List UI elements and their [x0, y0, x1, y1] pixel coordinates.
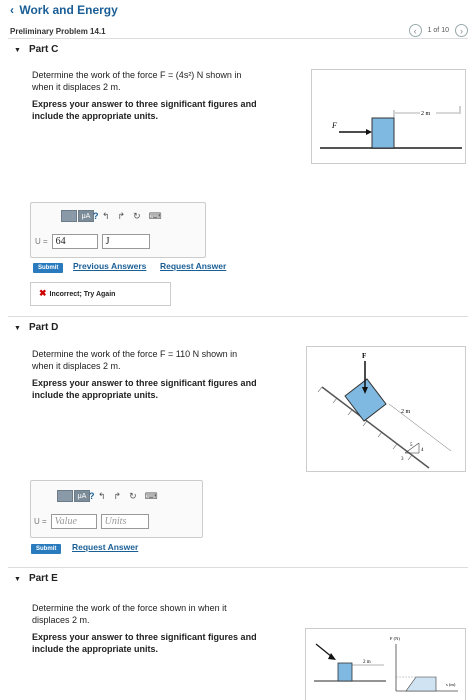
previous-answers-link[interactable]: Previous Answers [73, 261, 147, 271]
slope-5-label: 5 [410, 443, 413, 448]
reset-icon[interactable]: ↻ [133, 210, 141, 221]
pager [409, 24, 468, 37]
part-d-answer-row [34, 514, 149, 529]
feedback-box: ✖ Incorrect; Try Again [30, 282, 171, 306]
help-icon[interactable]: ? [89, 491, 95, 501]
slope-4-label: 4 [421, 448, 424, 453]
undo-icon[interactable]: ↰ [102, 210, 110, 221]
divider [8, 316, 468, 317]
force-label: F [362, 352, 367, 360]
units-button[interactable]: μA [78, 210, 94, 222]
answer-label: U = [35, 237, 48, 246]
problem-subtitle: Preliminary Problem 14.1 [10, 27, 106, 36]
units-input[interactable]: Units [101, 514, 149, 529]
slope-3-label: 3 [401, 457, 404, 462]
part-d-toolbar [57, 490, 158, 502]
part-e-figure [305, 628, 466, 700]
value-input[interactable]: Value [51, 514, 97, 529]
force-axis-label: F (N) [390, 636, 400, 641]
distance-label: 2 m [401, 409, 411, 415]
part-d-header[interactable]: ▼ Part D [14, 322, 59, 333]
divider [8, 567, 468, 568]
back-link[interactable] [10, 3, 118, 17]
part-c-question: Determine the work of the force F = (4s²) N shown in when it displaces 2 m. Express your answer to three significant figures and include the appropriate units. [32, 70, 257, 121]
collapse-triangle-icon: ▼ [14, 576, 21, 583]
redo-icon[interactable]: ↱ [117, 210, 126, 221]
submit-button[interactable]: Submit [33, 263, 63, 273]
units-button[interactable]: μA [74, 490, 90, 502]
units-input[interactable]: J [102, 234, 150, 249]
force-graph-diagram [306, 629, 467, 700]
collapse-triangle-icon: ▼ [14, 325, 21, 332]
assignment-title: Work and Energy [19, 3, 118, 17]
prev-problem-button[interactable] [409, 24, 422, 37]
part-d-answer-box [30, 480, 203, 538]
divider [8, 38, 468, 39]
answer-label: U = [34, 517, 47, 526]
page-indicator: 1 of 10 [427, 27, 449, 34]
block-force-diagram [312, 70, 467, 165]
force-label: F [332, 121, 337, 130]
chevron-right-icon: › [460, 25, 463, 36]
part-e-question: Determine the work of the force shown in when it displaces 2 m. Express your answer to three significant figures and include the appropriate units. [32, 603, 257, 654]
distance-label: 2 m [363, 660, 371, 665]
keyboard-icon[interactable]: ⌨ [144, 490, 158, 501]
collapse-triangle-icon: ▼ [14, 47, 21, 54]
part-c-answer-row [35, 234, 150, 249]
chevron-left-icon: ‹ [413, 25, 417, 36]
s-axis-label: s (m) [446, 682, 456, 687]
redo-icon[interactable]: ↱ [113, 490, 122, 501]
part-c-header[interactable]: ▼ Part C [14, 44, 59, 55]
part-c-figure [311, 69, 466, 164]
undo-icon[interactable]: ↰ [98, 490, 106, 501]
part-e-header[interactable]: ▼ Part E [14, 573, 58, 584]
request-answer-link[interactable]: Request Answer [160, 261, 227, 271]
keyboard-icon[interactable]: ⌨ [148, 210, 162, 221]
incline-force-diagram [307, 347, 467, 473]
distance-label: 2 m [421, 111, 431, 117]
templates-button[interactable] [57, 490, 73, 502]
help-icon[interactable]: ? [93, 211, 99, 221]
part-d-figure [306, 346, 466, 472]
part-c-toolbar [61, 210, 162, 222]
value-input[interactable]: 64 [52, 234, 98, 249]
reset-icon[interactable]: ↻ [129, 490, 137, 501]
submit-button[interactable]: Submit [31, 544, 61, 554]
chevron-left-icon: ‹ [10, 3, 14, 17]
part-d-question: Determine the work of the force F = 110 N shown in when it displaces 2 m. Express your answer to three significant figures and include the appropriate units. [32, 349, 257, 400]
next-problem-button[interactable] [455, 24, 468, 37]
request-answer-link[interactable]: Request Answer [72, 542, 139, 552]
incorrect-x-icon: ✖ [39, 288, 47, 298]
templates-button[interactable] [61, 210, 77, 222]
